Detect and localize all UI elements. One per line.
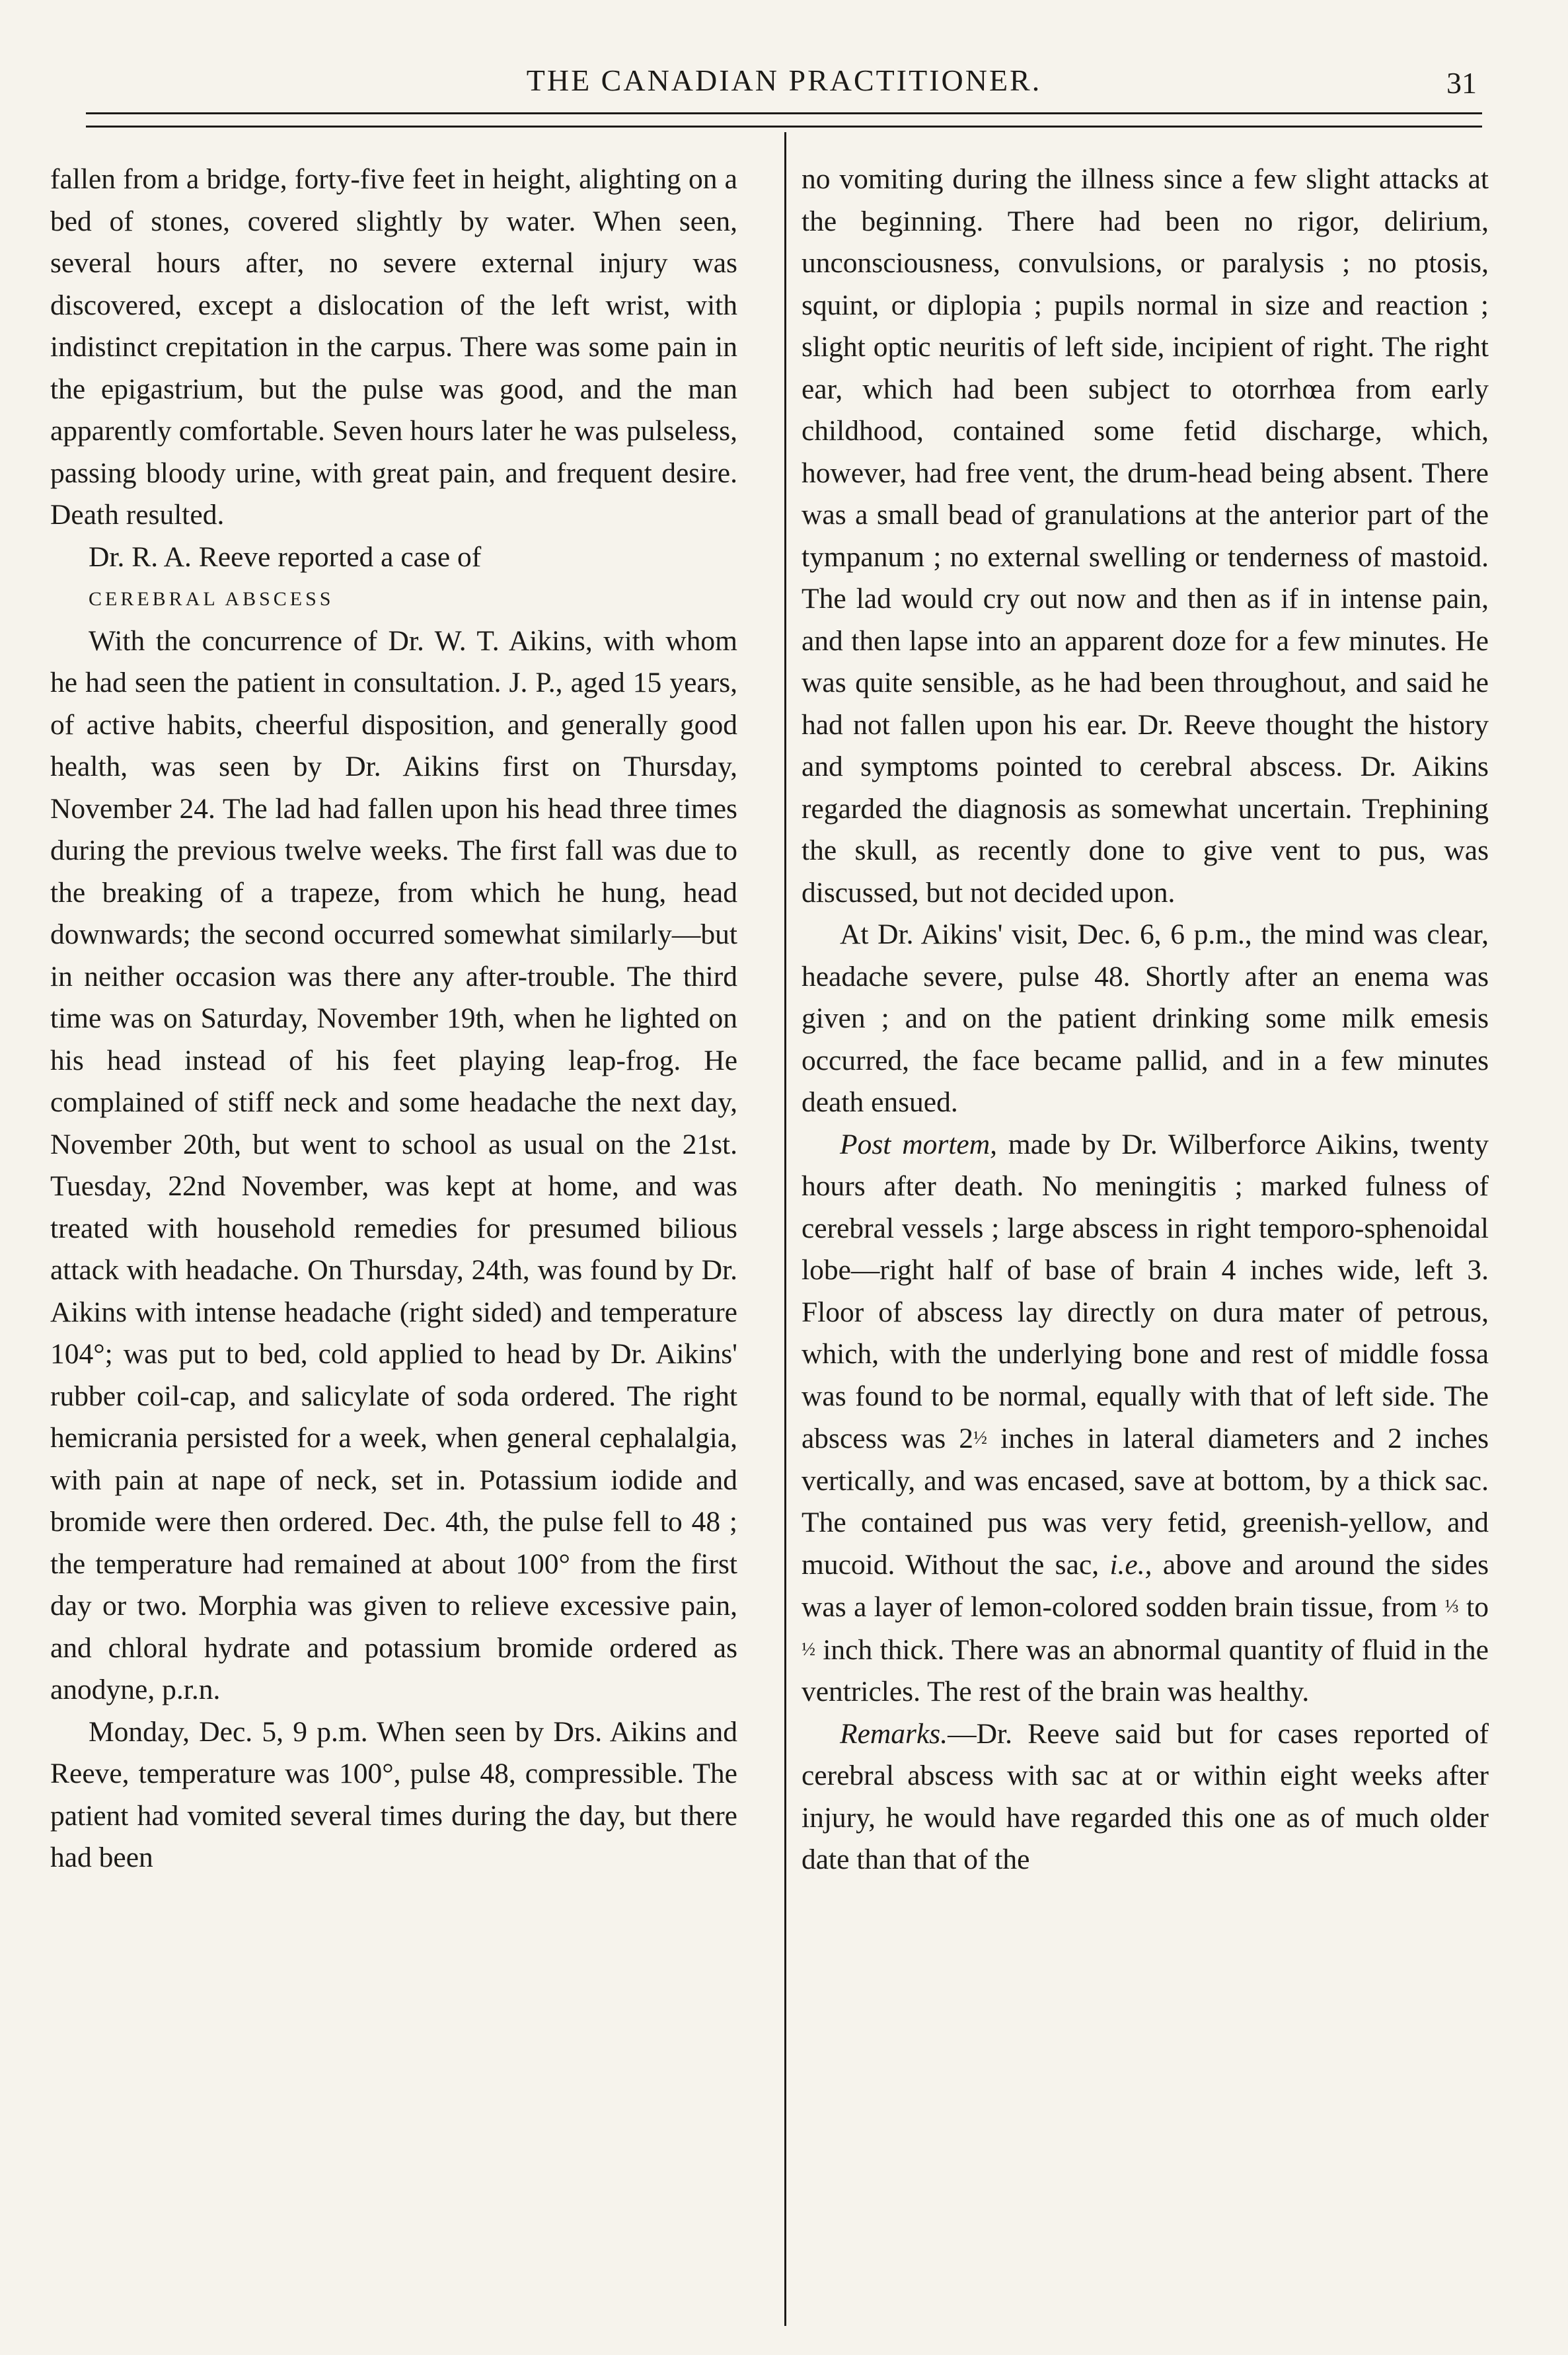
paragraph: no vomiting during the illness since a few slight attacks at the beginning. There had been no rigor, delirium, unconsciousness, convulsions, or paralysis ; no ptosis, squint, or diplopia ; pupils normal in size and reaction ; slight optic neuritis of left side, incipient of right. The right ear, which had been subject to otorrhœa from early childhood, contained some fetid discharge, which, however, had free vent, the drum-head being absent. There was a small bead of granulations at the anterior part of the tympanum ; no external swelling or tenderness of mastoid. The lad would cry out now and then as if in intense pain, and then lapse into an apparent doze for a few minutes. He was quite sensible, as he had been throughout, and said he had not fallen upon his ear. Dr. Reeve thought the history and symptoms pointed to cerebral abscess. Dr. Aikins regarded the diagnosis as somewhat uncertain. Trephining the skull, as recently done to give vent to pus, was discussed, but not decided upon. (802, 163, 1489, 909)
paragraph: Monday, Dec. 5, 9 p.m. When seen by Drs. Aikins and Reeve, temperature was 100°, pulse 48, compressible. The patient had vomited several times during the day, but there had been (50, 1715, 737, 1873)
text-run: above and around the sides was a layer of lemon-colored sodden brain tissue, from (802, 1548, 1489, 1623)
paragraph: fallen from a bridge, forty-five feet in height, alighting on a bed of stones, covered slightly by water. When seen, several hours after, no severe external injury was discovered, except a dislocation of the left wrist, with indistinct crepitation in the carpus. There was some pain in the epigastrium, but the pulse was good, and the man apparently comfortable. Seven hours later he was pulseless, passing bloody urine, with great pain, and frequent desire. Death resulted. (50, 163, 737, 531)
paragraph: With the concurrence of Dr. W. T. Aikins, with whom he had seen the patient in consultation. J. P., aged 15 years, of active habits, cheerful disposition, and generally good health, was seen by Dr. Aikins first on Thursday, November 24. The lad had fallen upon his head three times during the previous twelve weeks. The first fall was due to the breaking of a trapeze, from which he hung, head downwards; the second occurred somewhat similarly—but in neither occasion was there any after-trouble. The third time was on Saturday, November 19th, when he lighted on his head instead of his feet playing leap-frog. He complained of stiff neck and some headache the next day, November 20th, but went to school as usual on the 21st. Tuesday, 22nd November, was kept at home, and was treated with household remedies for presumed bilious attack with headache. On Thursday, 24th, was found by Dr. Aikins with intense headache (right sided) and temperature 104°; was put to bed, cold applied to head by Dr. Aikins' rubber coil-cap, and salicylate of soda ordered. The right hemicrania persisted for a week, when general cephalalgia, with pain at nape of neck, set in. Potassium iodide and bromide were then ordered. Dec. 4th, the pulse fell to 48 ; the temperature had remained at about 100° from the first day or two. Morphia was given to relieve excessive pain, and chloral hydrate and potassium bromide ordered as anodyne, p.r.n. (50, 624, 737, 1705)
section-heading: CEREBRAL ABSCESS (89, 588, 334, 610)
fraction: ½ (973, 1428, 988, 1448)
text-run: —Dr. Reeve said but for cases reported of cerebral abscess with sac at or within eight weeks after injury, he would have regarded this one as of much older date than that of the (802, 1717, 1489, 1875)
running-header (86, 61, 1482, 114)
paragraph-remarks (802, 1713, 1489, 1881)
journal-title: THE CANADIAN PRACTITIONER. (526, 63, 1042, 97)
column-divider (784, 132, 786, 2326)
left-column (50, 159, 737, 1879)
italic-phrase: Post mortem, (840, 1128, 998, 1160)
text-run: to (1458, 1591, 1489, 1623)
fraction: ⅓ (1444, 1596, 1459, 1617)
paragraph-post-mortem (802, 1124, 1489, 1713)
italic-phrase: Remarks. (840, 1717, 948, 1750)
right-column (802, 159, 1489, 1881)
page-number: 31 (1446, 66, 1477, 100)
fraction: ½ (802, 1639, 815, 1660)
header-rule-top (86, 112, 1482, 114)
italic-phrase: i.e., (1109, 1548, 1152, 1581)
paragraph: Dr. R. A. Reeve reported a case of (89, 541, 482, 573)
header-rule-bottom (86, 126, 1482, 128)
paragraph: At Dr. Aikins' visit, Dec. 6, 6 p.m., the mind was clear, headache severe, pulse 48. Shortly after an enema was given ; and on the patient drinking some milk emesis occurred, the face became pallid, and in a few minutes death ensued. (802, 918, 1489, 1118)
text-run: made by Dr. Wilberforce Aikins, twenty hours after death. No meningitis ; marked fulness of cerebral vessels ; large abscess in right temporo-sphenoidal lobe—right half of base of brain 4 inches wide, left 3. Floor of abscess lay directly on dura mater of petrous, which, with the underlying bone and rest of middle fossa was found to be normal, equally with that of left side. The abscess was 2 (802, 1128, 1489, 1454)
text-run: inches in lateral diameters and 2 inches vertically, and was encased, save at bottom, by a thick sac. The contained pus was very fetid, greenish-yellow, and mucoid. Without the sac, (802, 1423, 1489, 1581)
text-run: inch thick. There was an abnormal quantity of fluid in the ventricles. The rest of the brain was healthy. (802, 1633, 1489, 1707)
